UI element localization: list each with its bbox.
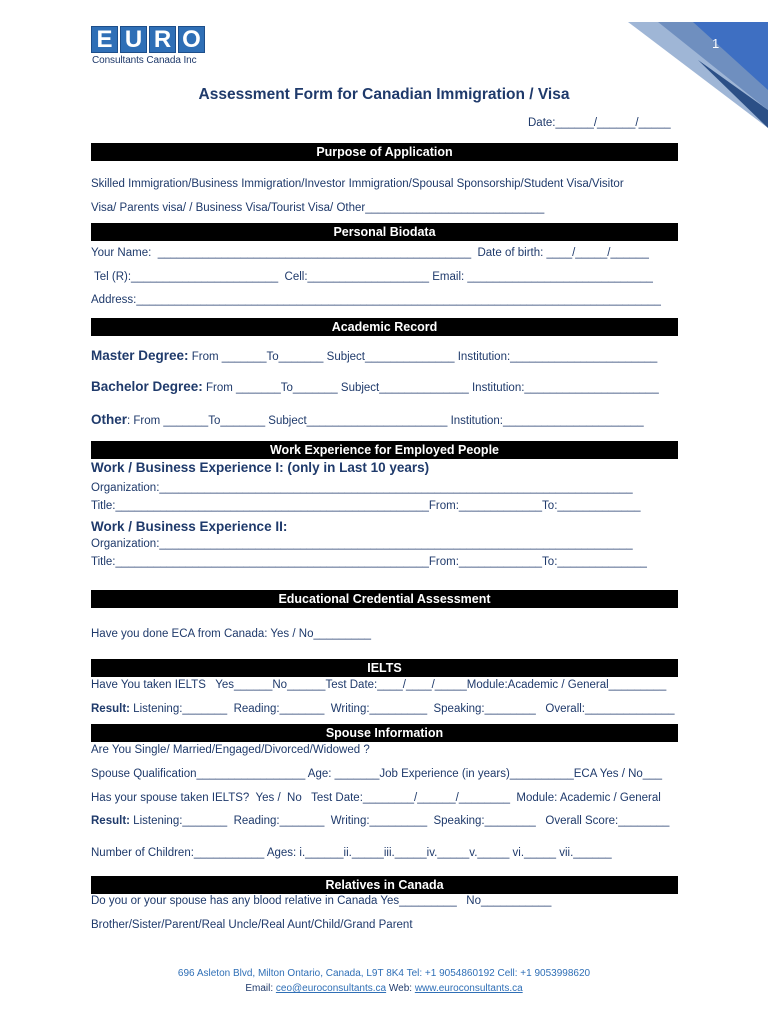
section-header-work: Work Experience for Employed People: [91, 441, 678, 459]
page-number: 1: [712, 36, 720, 51]
eca-question[interactable]: Have you done ECA from Canada: Yes / No_________: [91, 628, 372, 640]
ielts-taken-field[interactable]: Have You taken IELTS Yes______No______Test Date:____/____/_____Module:Academic / General_________: [91, 679, 667, 691]
footer-contact: [0, 983, 768, 994]
ielts-result-label: Result:: [91, 703, 130, 715]
other-degree-label: Other: [91, 412, 128, 427]
logo-letter: U: [120, 26, 147, 53]
section-header-biodata: Personal Biodata: [91, 223, 678, 241]
spouse-qualification-field[interactable]: Spouse Qualification_________________ Age: _______Job Experience (in years)__________ECA Yes / No___: [91, 768, 662, 780]
corner-decoration: [598, 0, 768, 130]
bachelor-degree-label: Bachelor Degree:: [91, 379, 203, 394]
ielts-result-row[interactable]: [91, 703, 675, 715]
tel-cell-email-field[interactable]: Tel (R):_______________________ Cell:___________________ Email: _____________________________: [91, 271, 653, 283]
section-header-spouse: Spouse Information: [91, 724, 678, 742]
address-field[interactable]: Address:__________________________________________________________________________________: [91, 294, 661, 306]
spouse-result-row[interactable]: [91, 815, 669, 827]
work-1-organization-field[interactable]: Organization:__________________________________________________________________________: [91, 482, 633, 494]
page-title: Assessment Form for Canadian Immigration / Visa: [198, 86, 570, 103]
section-header-purpose: Purpose of Application: [91, 143, 678, 161]
spouse-ielts-field[interactable]: Has your spouse taken IELTS? Yes / No Test Date:________/______/________ Module: Academic / General: [91, 792, 661, 804]
bachelor-degree-fields[interactable]: From _______To_______ Subject______________ Institution:_____________________: [202, 382, 659, 394]
section-header-academic: Academic Record: [91, 318, 678, 336]
footer-address: 696 Asleton Blvd, Milton Ontario, Canada, L9T 8K4 Tel: +1 9054860192 Cell: +1 9053998620: [177, 968, 591, 979]
date-field[interactable]: Date:______/______/_____: [528, 117, 671, 129]
spouse-result-label: Result:: [91, 815, 130, 827]
relatives-question[interactable]: Do you or your spouse has any blood relative in Canada Yes_________ No___________: [91, 895, 552, 907]
master-degree-label: Master Degree:: [91, 348, 189, 363]
master-degree-row[interactable]: [91, 348, 657, 363]
work-1-title-field[interactable]: Title:_________________________________________________From:_____________To:_____________: [91, 500, 641, 512]
purpose-options-line1: Skilled Immigration/Business Immigration/Investor Immigration/Spousal Sponsorship/Student Visa/Visitor: [91, 178, 624, 190]
section-header-relatives: Relatives in Canada: [91, 876, 678, 894]
footer-web-link[interactable]: www.euroconsultants.ca: [414, 983, 523, 994]
relatives-options: Brother/Sister/Parent/Real Uncle/Real Aunt/Child/Grand Parent: [91, 919, 413, 931]
logo-letter: O: [178, 26, 205, 53]
purpose-options-line2[interactable]: Visa/ Parents visa/ / Business Visa/Tourist Visa/ Other____________________________: [91, 202, 545, 214]
work-2-organization-field[interactable]: Organization:__________________________________________________________________________: [91, 538, 633, 550]
section-header-eca: Educational Credential Assessment: [91, 590, 678, 608]
bachelor-degree-row[interactable]: [91, 379, 659, 394]
marital-status-question: Are You Single/ Married/Engaged/Divorced/Widowed ?: [91, 744, 370, 756]
footer-email-link[interactable]: ceo@euroconsultants.ca: [275, 983, 387, 994]
master-degree-fields[interactable]: From _______To_______ Subject______________ Institution:_______________________: [188, 351, 658, 363]
logo-subtitle: Consultants Canada Inc: [92, 55, 197, 66]
footer-email-label: Email:: [245, 983, 276, 994]
work-experience-1-heading: Work / Business Experience I: (only in Last 10 years): [91, 460, 430, 475]
spouse-result-fields[interactable]: Listening:_______ Reading:_______ Writing:_________ Speaking:________ Overall Score:________: [129, 815, 670, 827]
other-degree-fields[interactable]: : From _______To_______ Subject______________________ Institution:______________________: [127, 415, 644, 427]
children-field[interactable]: Number of Children:___________ Ages: i.______ii._____iii._____iv._____v._____ vi._____ vii.______: [91, 847, 612, 859]
company-logo: [91, 26, 205, 53]
name-dob-field[interactable]: Your Name: _________________________________________________ Date of birth: ____/_____/______: [91, 247, 649, 259]
logo-letter: E: [91, 26, 118, 53]
work-2-title-field[interactable]: Title:_________________________________________________From:_____________To:______________: [91, 556, 647, 568]
footer-web-label: Web:: [386, 983, 415, 994]
ielts-result-fields[interactable]: Listening:_______ Reading:_______ Writing:_________ Speaking:________ Overall:______________: [129, 703, 675, 715]
other-degree-row[interactable]: [91, 412, 644, 427]
logo-letter: R: [149, 26, 176, 53]
section-header-ielts: IELTS: [91, 659, 678, 677]
work-experience-2-heading: Work / Business Experience II:: [91, 519, 288, 534]
